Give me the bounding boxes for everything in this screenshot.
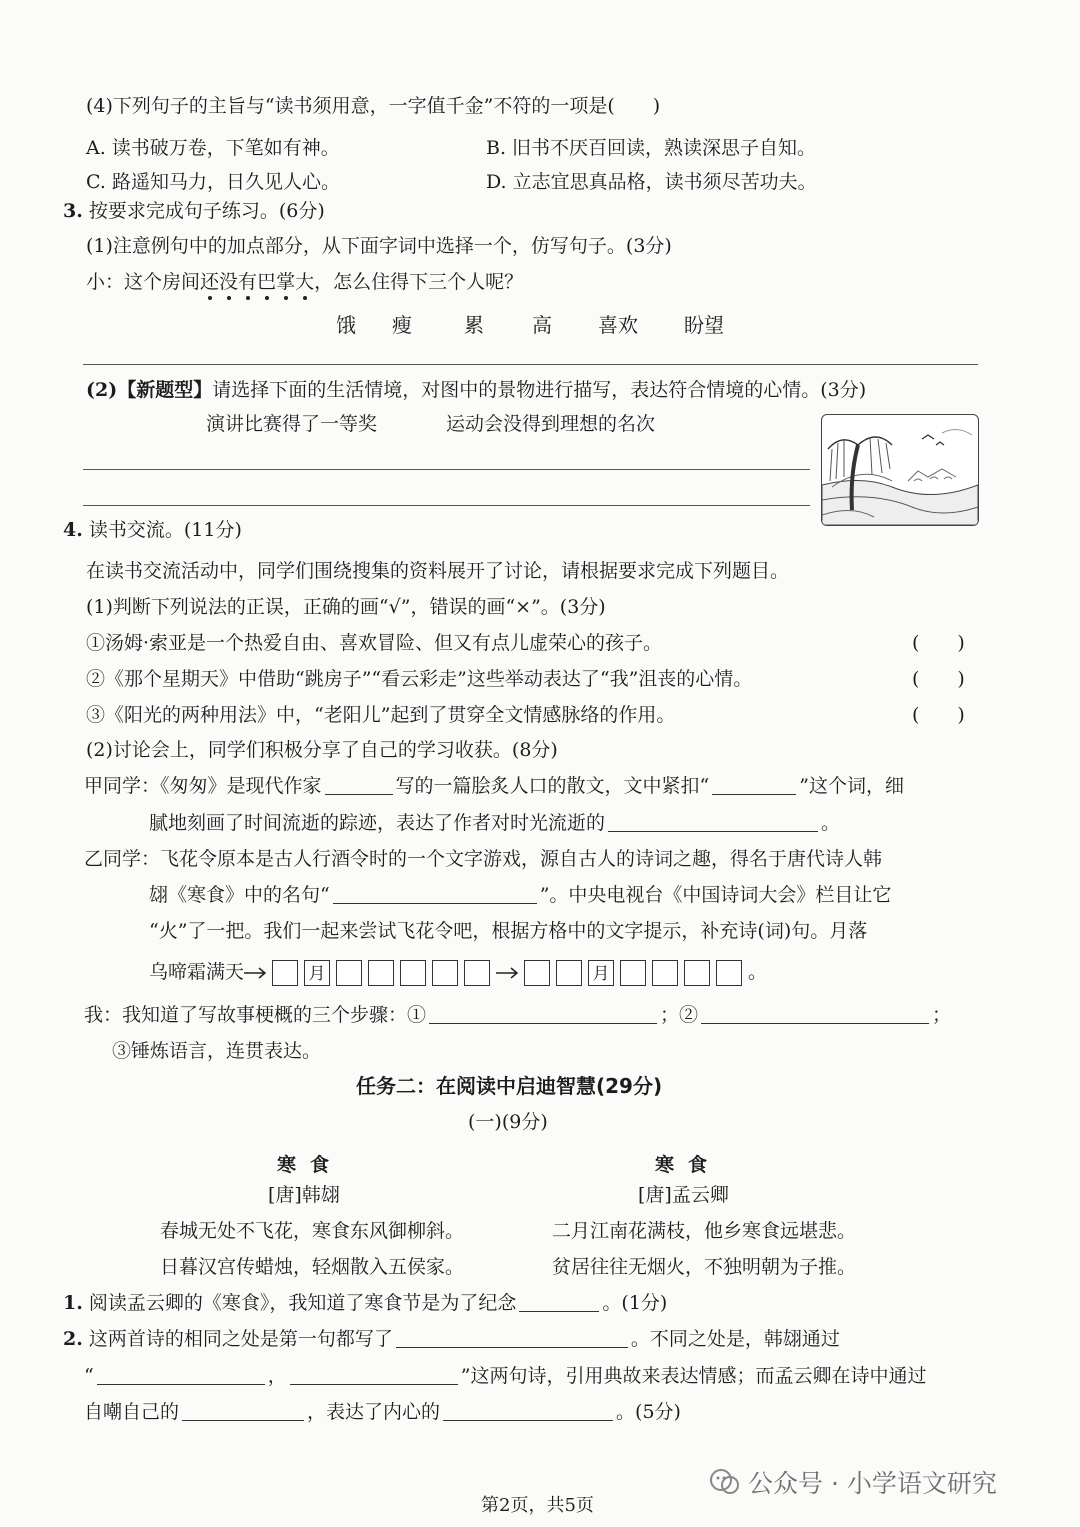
yi-line-3: “火”了一把。我们一起来尝试飞花令吧，根据方格中的文字提示，补充诗(词)句。月落	[149, 920, 868, 942]
yi-line-4	[149, 958, 767, 986]
willow-river-drawing	[822, 415, 978, 525]
famous-line-blank[interactable]	[333, 902, 537, 904]
yi-line-1: 乙同学：飞花令原本是古人行酒令时的一个文字游戏，源自古人的诗词之趣，得名于唐代诗人韩	[84, 848, 883, 870]
reading-q2-text-4: ，	[267, 1365, 287, 1387]
grid-cell[interactable]	[524, 960, 550, 986]
reading-q2-text-3: “	[84, 1365, 94, 1387]
grid-cell-hint: 月	[588, 960, 614, 986]
section-3-number: 3.	[63, 200, 83, 222]
word-choices	[336, 309, 756, 337]
jia-text-4: 腻地刻画了时间流逝的踪迹，表达了作者对时光流逝的	[149, 812, 606, 834]
wo-text-2: ；②	[660, 1004, 699, 1026]
emphasis-char: 没	[219, 271, 239, 293]
poem-2-line-1: 二月江南花满枝，他乡寒食远堪悲。	[552, 1220, 857, 1242]
wo-line-1	[84, 1006, 951, 1025]
poem-2-line-2: 贫居往往无烟火，不独明朝为子推。	[552, 1256, 857, 1278]
watermark-text: 公众号 · 小学语文研究	[748, 1469, 997, 1498]
commemorate-blank[interactable]	[519, 1310, 599, 1312]
situation-1[interactable]: 演讲比赛得了一等奖	[206, 413, 378, 435]
s3-example-sentence	[86, 273, 523, 292]
author-blank[interactable]	[325, 793, 393, 795]
step-1-blank[interactable]	[429, 1022, 657, 1024]
grid-cell[interactable]	[400, 960, 426, 986]
word-choice[interactable]: 高	[532, 313, 552, 337]
judge-item-1: ①汤姆·索亚是一个热爱自由、喜欢冒险、但又有点儿虚荣心的孩子。	[86, 632, 663, 654]
judge-answer-3[interactable]: ( )	[912, 704, 965, 726]
poem-end: 。	[748, 961, 768, 983]
reading-q2-text-8: 。(5分)	[616, 1401, 681, 1423]
grid-cell[interactable]	[620, 960, 646, 986]
wo-line-2: ③锤炼语言，连贯表达。	[112, 1040, 322, 1062]
jia-line-1	[84, 777, 904, 796]
s3-p2-answer-line-1[interactable]	[83, 469, 810, 470]
grid-cell[interactable]	[336, 960, 362, 986]
reading-q2-text-5: ”这两句诗，引用典故来表达情感；而孟云卿在诗中通过	[460, 1365, 927, 1387]
q4-option-a[interactable]: A. 读书破万卷，下笔如有神。	[86, 137, 340, 159]
emphasis-char: 还	[200, 271, 220, 293]
example-dotted-phrase	[200, 271, 314, 293]
similarity-blank[interactable]	[396, 1346, 628, 1348]
example-post: ，怎么住得下三个人呢？	[314, 271, 524, 293]
poem-2-title: 寒食	[655, 1154, 722, 1176]
word-choice[interactable]: 盼望	[684, 313, 724, 337]
section-4-heading	[63, 521, 242, 540]
yi-text-2: ”。中央电视台《中国诗词大会》栏目让它	[539, 884, 892, 906]
q4-stem: (4)下列句子的主旨与“读书须用意，一字值千金”不符的一项是( )	[86, 95, 661, 117]
emphasis-char: 巴	[257, 271, 277, 293]
word-choice[interactable]: 饿	[336, 313, 356, 337]
jia-line-2	[149, 814, 840, 833]
section-3-heading	[63, 202, 325, 221]
reading-q2-line-1	[63, 1330, 840, 1349]
q4-options-row-1	[86, 133, 986, 157]
s4-p1-instruction: (1)判断下列说法的正误，正确的画“√”，错误的画“×”。(3分)	[86, 596, 606, 618]
word-choice[interactable]: 喜欢	[598, 313, 638, 337]
new-question-type-tag: (2)【新题型】	[86, 379, 213, 401]
page-number: 第2页，共5页	[481, 1495, 594, 1516]
word-choice[interactable]: 累	[464, 313, 484, 337]
grid-cell[interactable]	[464, 960, 490, 986]
emphasis-char: 掌	[276, 271, 296, 293]
grid-cell[interactable]	[432, 960, 458, 986]
poem-start: 乌啼霜满天	[149, 961, 245, 983]
arrow-right-icon	[496, 967, 520, 979]
poem-1-line-2: 日暮汉宫传蜡烛，轻烟散入五侯家。	[160, 1256, 465, 1278]
grid-cell[interactable]	[716, 960, 742, 986]
s3-p2-instruction	[86, 381, 866, 400]
q4-option-b[interactable]: B. 旧书不厌百回读，熟读深思子自知。	[486, 137, 817, 159]
situation-2[interactable]: 运动会没得到理想的名次	[446, 413, 656, 435]
wechat-icon	[708, 1465, 742, 1499]
step-2-blank[interactable]	[701, 1022, 929, 1024]
inner-feeling-blank[interactable]	[443, 1419, 613, 1421]
reading-q2-text-7: ，表达了内心的	[307, 1401, 441, 1423]
reading-q1-text: 阅读孟云卿的《寒食》，我知道了寒食节是为了纪念	[88, 1292, 517, 1314]
reading-q2-line-2	[84, 1367, 926, 1386]
grid-cell-hint: 月	[304, 960, 330, 986]
reading-q2-text-1: 这两首诗的相同之处是第一句都写了	[88, 1328, 393, 1350]
s3-p2-answer-line-2[interactable]	[83, 505, 810, 506]
q4-options-row-2	[86, 167, 986, 191]
key-word-blank[interactable]	[712, 793, 796, 795]
grid-cell[interactable]	[272, 960, 298, 986]
jia-text-1: 甲同学：《匆匆》是现代作家	[84, 775, 322, 797]
task-2-subtitle: (一)(9分)	[468, 1111, 548, 1133]
jia-text-2: 写的一篇脍炙人口的散文，文中紧扣“	[395, 775, 710, 797]
jia-text-5: 。	[821, 812, 841, 834]
s3-p2-text: 请选择下面的生活情境，对图中的景物进行描写，表达符合情境的心情。(3分)	[212, 379, 867, 401]
poem-1-line-1: 春城无处不飞花，寒食东风御柳斜。	[160, 1220, 465, 1242]
judge-answer-2[interactable]: ( )	[912, 668, 965, 690]
section-3-title: 按要求完成句子练习。(6分)	[88, 200, 325, 222]
poem-1-author: [唐]韩翃	[268, 1184, 340, 1206]
s3-p1-instruction: (1)注意例句中的加点部分，从下面字词中选择一个，仿写句子。(3分)	[86, 235, 672, 257]
judge-answer-1[interactable]: ( )	[912, 632, 965, 654]
reading-q1-score: 。(1分)	[602, 1292, 668, 1314]
emphasis-char: 大	[295, 271, 315, 293]
s4-intro: 在读书交流活动中，同学们围绕搜集的资料展开了讨论，请根据要求完成下列题目。	[86, 560, 790, 582]
q4-option-d[interactable]: D. 立志宜思真品格，读书须尽苦功夫。	[486, 171, 817, 193]
arrow-right-icon	[244, 967, 268, 979]
poem-1-title: 寒食	[277, 1154, 344, 1176]
reading-q1-number: 1.	[63, 1292, 83, 1314]
reading-q2-number: 2.	[63, 1328, 83, 1350]
grid-cell[interactable]	[684, 960, 710, 986]
wo-text-1: 我：我知道了写故事梗概的三个步骤：①	[84, 1004, 427, 1026]
line-b-blank[interactable]	[290, 1383, 458, 1385]
section-4-number: 4.	[63, 519, 83, 541]
reading-q1	[63, 1294, 667, 1313]
line-a-blank[interactable]	[97, 1383, 265, 1385]
s4-p2-instruction: (2)讨论会上，同学们积极分享了自己的学习收获。(8分)	[86, 739, 558, 761]
grid-cell[interactable]	[368, 960, 394, 986]
grid-cell[interactable]	[652, 960, 678, 986]
word-choice[interactable]: 瘦	[392, 313, 412, 337]
section-4-title: 读书交流。(11分)	[88, 519, 242, 541]
wo-text-3: ；	[932, 1004, 952, 1026]
judge-item-3: ③《阳光的两种用法》中，“老阳儿”起到了贯穿全文情感脉络的作用。	[86, 704, 676, 726]
emphasis-char: 有	[238, 271, 258, 293]
reading-q2-text-6: 自嘲自己的	[84, 1401, 180, 1423]
reading-q2-line-3	[84, 1403, 681, 1422]
task-2-title: 任务二：在阅读中启迪智慧(29分)	[356, 1074, 663, 1098]
self-mock-blank[interactable]	[182, 1419, 304, 1421]
example-pre: 小：这个房间	[86, 271, 201, 293]
s3-p1-answer-line[interactable]	[83, 364, 978, 365]
landscape-illustration	[821, 414, 979, 526]
yi-line-2	[149, 886, 891, 905]
reading-q2-text-2: 。不同之处是，韩翃通过	[630, 1328, 840, 1350]
feeling-blank[interactable]	[608, 830, 818, 832]
grid-cell[interactable]	[556, 960, 582, 986]
jia-text-3: ”这个词，细	[799, 775, 904, 797]
yi-text-1: 翃《寒食》中的名句“	[149, 884, 330, 906]
q4-option-c[interactable]: C. 路遥知马力，日久见人心。	[86, 171, 340, 193]
judge-item-2: ②《那个星期天》中借助“跳房子”“看云彩走”这些举动表达了“我”沮丧的心情。	[86, 668, 753, 690]
poem-2-author: [唐]孟云卿	[638, 1184, 729, 1206]
